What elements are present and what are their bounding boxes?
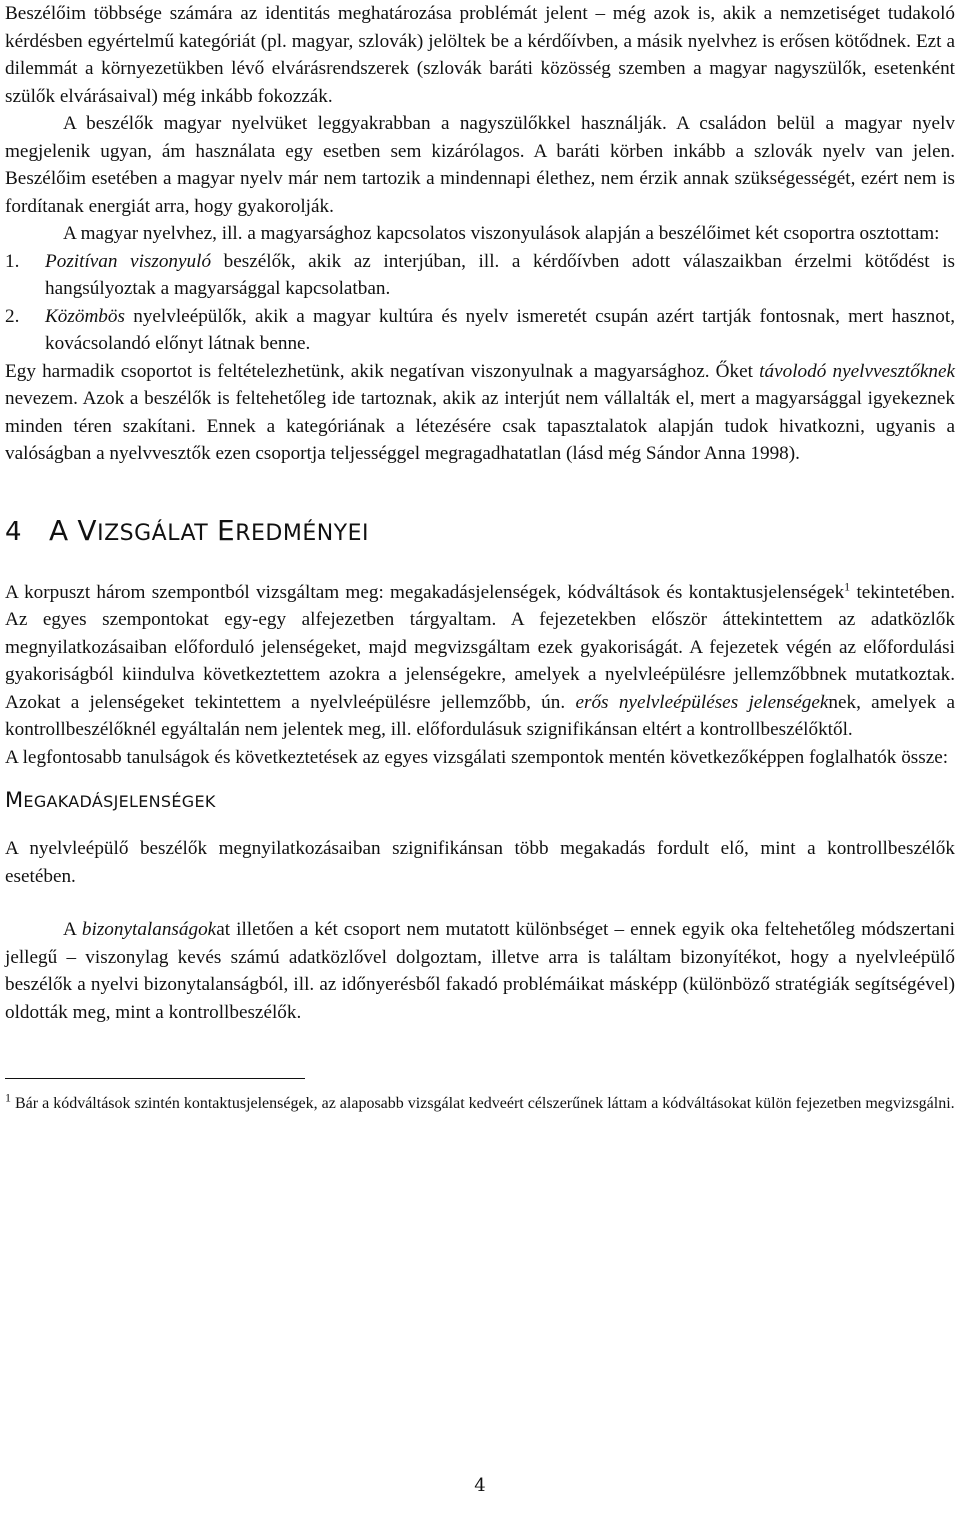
group-list-item-2 xyxy=(5,303,955,358)
text-run: A korpuszt három szempontból vizsgáltam meg: megakadásjelenségek, kódváltások és kontaktusjelenségek xyxy=(5,581,845,603)
group-list-item-1 xyxy=(5,248,955,303)
list-text-rest: nyelvleépülők, akik a magyar kultúra és nyelv ismeretét csupán azért tartják fontosnak, mert hasznot, kovácsolandó előnyt látnak benne. xyxy=(45,305,955,354)
third-group-paragraph xyxy=(5,358,955,468)
intro-paragraph-1: Beszélőim többsége számára az identitás meghatározása problémát jelent – még azok is, akik a nemzetiséget tudakoló kérdésben egyértelmű kategóriát (pl. magyar, szlovák) jelöltek be a kérdőívben, a másik nyelvhez is erősen kötődnek. Ezt a dilemmát a környezetükben lévő elvárásrendszerek (szlovák baráti közösség szemben a magyar nagyszülők, esetenként szülők elvárásaival) még inkább fokozzák. xyxy=(5,3,955,107)
chapter-title-part: REDMÉNYEI xyxy=(235,520,370,546)
text-run: nevezem. Azok a beszélők is feltehetőleg ide tartoznak, akik az interjút nem vállalták el, mert a magyarsággal igyekeznek minden téren szakítani. Ennek a kategóriának a létezésére csak tapasztalatok alapján tudok hivatkozni, ugyanis a valóságban a nyelvvesztők ezen csoportja teljességgel megragadhatatlan (lásd még Sándor Anna 1998). xyxy=(5,388,955,464)
intro-paragraph-3: A magyar nyelvhez, ill. a magyarsághoz kapcsolatos viszonyulások alapján a beszélőimet két csoportra osztottam: xyxy=(63,223,940,244)
italic-term: erős nyelvleépüléses jelenségek xyxy=(575,691,829,713)
list-number: 1. xyxy=(5,250,20,272)
text-run: at illetően a két csoport nem mutatott különbséget – ennek egyik oka feltehetőleg módszertani jellegű – viszonylag kevés számú adatközlővel dolgoztam, illetve arra is találtam bizonyítékot, hogy a nyelvleépülő beszélők a nyelvi bizonytalanságból, ill. az időnyerésből fakadó problémáikat másképp (különböző stratégiák segítségével) oldották meg, mint a kontrollbeszélők. xyxy=(5,919,955,1023)
chapter-heading xyxy=(5,514,955,551)
footnote-reference[interactable]: 1 xyxy=(844,579,851,594)
chapter-title-part: V xyxy=(77,513,98,547)
list-text-rest: beszélők, akik az interjúban, ill. a kérdőívben adott válaszaikban érzelmi kötődést is hangsúlyoztak a magyarsággal kapcsolatban. xyxy=(45,250,955,299)
document-page xyxy=(5,0,955,1116)
chapter-title-part: A xyxy=(49,513,69,547)
section-title-part: M xyxy=(5,788,24,812)
italic-term: Pozitívan viszonyuló xyxy=(45,250,212,272)
section-title-part: EGAKADÁSJELENSÉGEK xyxy=(23,792,216,811)
text-run: tekintetében. Az egyes szempontokat egy-egy alfejezetben tárgyaltam. A fejezetekben először áttekintettem az adatközlők megnyilatkozásaiban előforduló jelenségeket, majd megvizsgáltam ezek gyakoriságát. A fejezetek végén az előfordulási gyakoriságból kiindulva következtettem azokra a jelenségekre, amelyek a nyelvleépülésre jellemzőbbnek mutatkoztak. Azokat a jelenségeket tekintettem a nyelvleépülésre jellemzőbb, ún. xyxy=(5,581,956,713)
italic-term: Közömbös xyxy=(45,305,125,327)
text-run: nek, amelyek a kontrollbeszélőknél egyáltalán nem jelentek meg, ill. előfordulásuk szignifikánsan eltért a kontrollbeszélőktől. xyxy=(5,691,956,740)
chapter-title-part: E xyxy=(217,513,236,547)
paragraph-gap xyxy=(5,890,955,916)
text-run: Egy harmadik csoportot is feltételezhetünk, akik negatívan viszonyulnak a magyarsághoz. Őket xyxy=(5,360,760,382)
results-paragraph-2: A legfontosabb tanulságok és következtetések az egyes vizsgálati szempontok mentén következőképpen foglalhatók össze: xyxy=(5,746,949,768)
section-heading xyxy=(5,785,955,817)
section-paragraph-2 xyxy=(5,916,955,1026)
section-paragraph-1: A nyelvleépülő beszélők megnyilatkozásaiban szignifikánsan több megakadás fordult elő, mint a kontrollbeszélők esetében. xyxy=(5,838,955,887)
footnote-mark: 1 xyxy=(5,1090,11,1105)
chapter-title-part: IZSGÁLAT xyxy=(97,520,209,546)
list-number: 2. xyxy=(5,305,20,327)
footnote xyxy=(5,1091,955,1116)
list-text xyxy=(45,248,955,303)
list-text xyxy=(45,303,955,358)
italic-term: bizonytalanságok xyxy=(81,919,217,940)
page-number: 4 xyxy=(474,1475,486,1496)
footnote-text: Bár a kódváltások szintén kontaktusjelenségek, az alaposabb vizsgálat kedveért célszerűnek láttam a kódváltásokat külön fejezetben megvizsgálni. xyxy=(11,1095,955,1112)
italic-term: távolodó nyelvvesztőknek xyxy=(759,360,955,382)
footnote-divider xyxy=(5,1078,305,1079)
intro-paragraph-2: A beszélők magyar nyelvüket leggyakrabban a nagyszülőkkel használják. A családon belül a magyar nyelv megjelenik ugyan, ám használata egy esetben sem kizárólagos. A baráti körben inkább a szlovák nyelv van jelen. Beszélőim esetében a magyar nyelv már nem tartozik a mindennapi élethez, nem érzik annak szükségességét, ezért nem is fordítanak energiát arra, hogy gyakorolják. xyxy=(5,113,955,217)
results-paragraph-1 xyxy=(5,579,955,744)
text-run: A xyxy=(63,919,82,940)
chapter-number: 4 xyxy=(5,516,23,547)
